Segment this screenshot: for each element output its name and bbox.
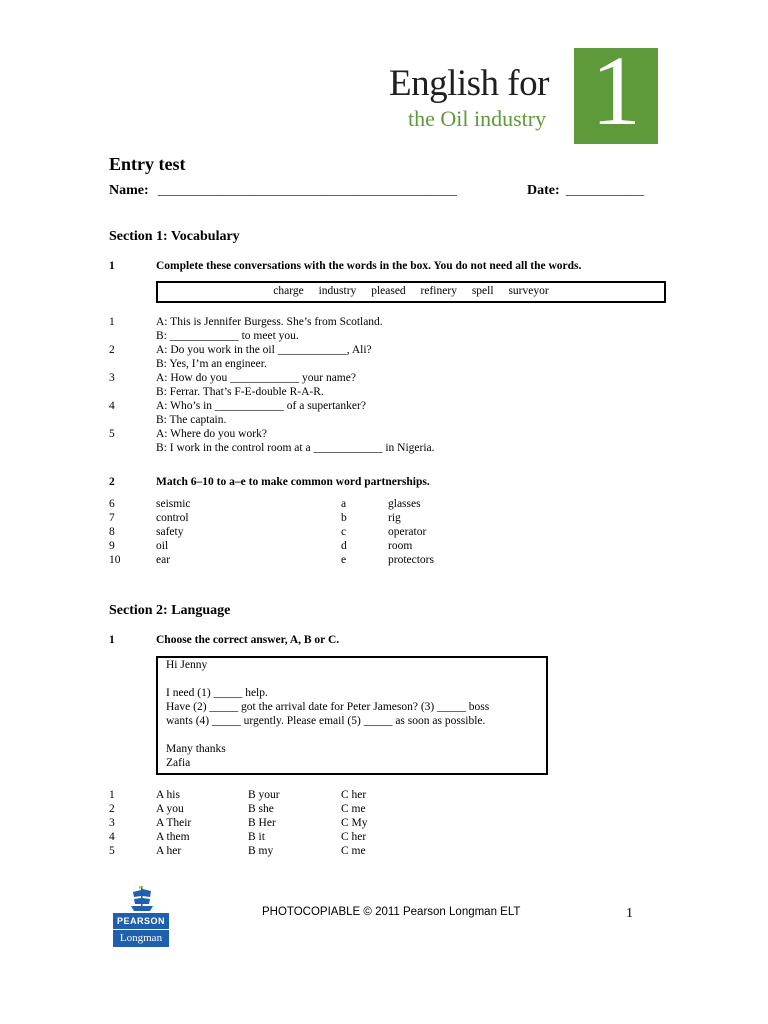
word-box-word: spell bbox=[471, 285, 494, 297]
match-word: ear bbox=[156, 554, 171, 566]
match-option: glasses bbox=[388, 498, 421, 510]
option-b[interactable]: B Her bbox=[248, 817, 276, 829]
match-letter: e bbox=[341, 554, 347, 566]
conversation-line: B: The captain. bbox=[156, 414, 227, 426]
longman-logo: Longman bbox=[113, 930, 169, 947]
question-instruction: Choose the correct answer, A, B or C. bbox=[156, 634, 340, 646]
option-a[interactable]: A Their bbox=[156, 817, 192, 829]
match-letter: a bbox=[341, 498, 347, 510]
option-a[interactable]: A you bbox=[156, 803, 184, 815]
option-b[interactable]: B your bbox=[248, 789, 280, 801]
conversation-line: B: ____________ to meet you. bbox=[156, 330, 299, 342]
name-field[interactable]: ______________________________________________ bbox=[158, 182, 457, 197]
option-c[interactable]: C My bbox=[341, 817, 368, 829]
option-b[interactable]: B she bbox=[248, 803, 274, 815]
match-word: oil bbox=[156, 540, 169, 552]
match-word: control bbox=[156, 512, 189, 524]
question-instruction: Match 6–10 to a–e to make common word partnerships. bbox=[156, 476, 430, 488]
option-c[interactable]: C her bbox=[341, 789, 367, 801]
option-number: 4 bbox=[109, 831, 115, 843]
conversation-line: B: Yes, I’m an engineer. bbox=[156, 358, 267, 370]
match-word: safety bbox=[156, 526, 184, 538]
option-b[interactable]: B my bbox=[248, 845, 274, 857]
option-a[interactable]: A her bbox=[156, 845, 182, 857]
question-number: 1 bbox=[109, 634, 115, 646]
option-b[interactable]: B it bbox=[248, 831, 265, 843]
email-line: I need (1) _____ help. bbox=[166, 687, 268, 699]
item-number: 1 bbox=[109, 316, 115, 328]
name-label: Name: bbox=[109, 183, 149, 198]
email-line: wants (4) _____ urgently. Please email (5) _____ as soon as possible. bbox=[166, 715, 486, 727]
option-a[interactable]: A them bbox=[156, 831, 190, 843]
conversation-line: B: Ferrar. That’s F-E-double R-A-R. bbox=[156, 386, 324, 398]
match-option: operator bbox=[388, 526, 427, 538]
conversation-line: B: I work in the control room at a ____________ in Nigeria. bbox=[156, 442, 435, 454]
question-instruction: Complete these conversations with the words in the box. You do not need all the words. bbox=[156, 260, 582, 272]
section-1-heading: Section 1: Vocabulary bbox=[109, 229, 240, 244]
match-word: seismic bbox=[156, 498, 191, 510]
conversation-line: A: Do you work in the oil ____________, Ali? bbox=[156, 344, 372, 356]
match-letter: b bbox=[341, 512, 347, 524]
item-number: 5 bbox=[109, 428, 115, 440]
option-c[interactable]: C me bbox=[341, 845, 366, 857]
conversation-line: A: Who’s in ____________ of a supertanker? bbox=[156, 400, 366, 412]
match-number: 9 bbox=[109, 540, 115, 552]
level-number: 1 bbox=[591, 35, 641, 146]
brand-subtitle: the Oil industry bbox=[408, 106, 547, 131]
word-box-word: charge bbox=[273, 285, 304, 297]
section-2-heading: Section 2: Language bbox=[109, 603, 231, 618]
page-title: Entry test bbox=[109, 154, 186, 174]
email-signature: Zafia bbox=[166, 757, 191, 769]
option-number: 1 bbox=[109, 789, 115, 801]
item-number: 4 bbox=[109, 400, 115, 412]
match-number: 6 bbox=[109, 498, 115, 510]
date-field[interactable]: ____________ bbox=[566, 182, 644, 197]
word-box-word: industry bbox=[318, 285, 357, 297]
item-number: 3 bbox=[109, 372, 115, 384]
match-option: room bbox=[388, 540, 413, 552]
option-number: 5 bbox=[109, 845, 115, 857]
match-letter: d bbox=[341, 540, 347, 552]
option-number: 3 bbox=[109, 817, 115, 829]
email-line: Have (2) _____ got the arrival date for Peter Jameson? (3) _____ boss bbox=[166, 701, 490, 713]
footer-copyright: PHOTOCOPIABLE © 2011 Pearson Longman ELT bbox=[262, 906, 521, 918]
email-signoff: Many thanks bbox=[166, 743, 226, 755]
word-box bbox=[156, 281, 666, 303]
ship-logo-icon bbox=[130, 886, 154, 912]
match-option: protectors bbox=[388, 554, 434, 566]
word-box-word: refinery bbox=[420, 285, 457, 297]
word-box-word: surveyor bbox=[508, 285, 549, 297]
conversation-line: A: This is Jennifer Burgess. She’s from Scotland. bbox=[156, 316, 383, 328]
conversation-line: A: Where do you work? bbox=[156, 428, 267, 440]
match-number: 8 bbox=[109, 526, 115, 538]
pearson-logo: PEARSON bbox=[113, 913, 169, 929]
page-number: 1 bbox=[626, 906, 633, 921]
match-number: 7 bbox=[109, 512, 115, 524]
brand-title: English for bbox=[389, 63, 549, 104]
option-c[interactable]: C me bbox=[341, 803, 366, 815]
word-box-word: pleased bbox=[371, 285, 406, 297]
option-c[interactable]: C her bbox=[341, 831, 367, 843]
conversation-line: A: How do you ____________ your name? bbox=[156, 372, 356, 384]
email-greeting: Hi Jenny bbox=[166, 659, 208, 671]
item-number: 2 bbox=[109, 344, 115, 356]
option-number: 2 bbox=[109, 803, 115, 815]
match-option: rig bbox=[388, 512, 401, 524]
option-a[interactable]: A his bbox=[156, 789, 180, 801]
date-label: Date: bbox=[527, 183, 560, 198]
question-number: 2 bbox=[109, 476, 115, 488]
match-number: 10 bbox=[109, 554, 121, 566]
match-letter: c bbox=[341, 526, 347, 538]
question-number: 1 bbox=[109, 260, 115, 272]
